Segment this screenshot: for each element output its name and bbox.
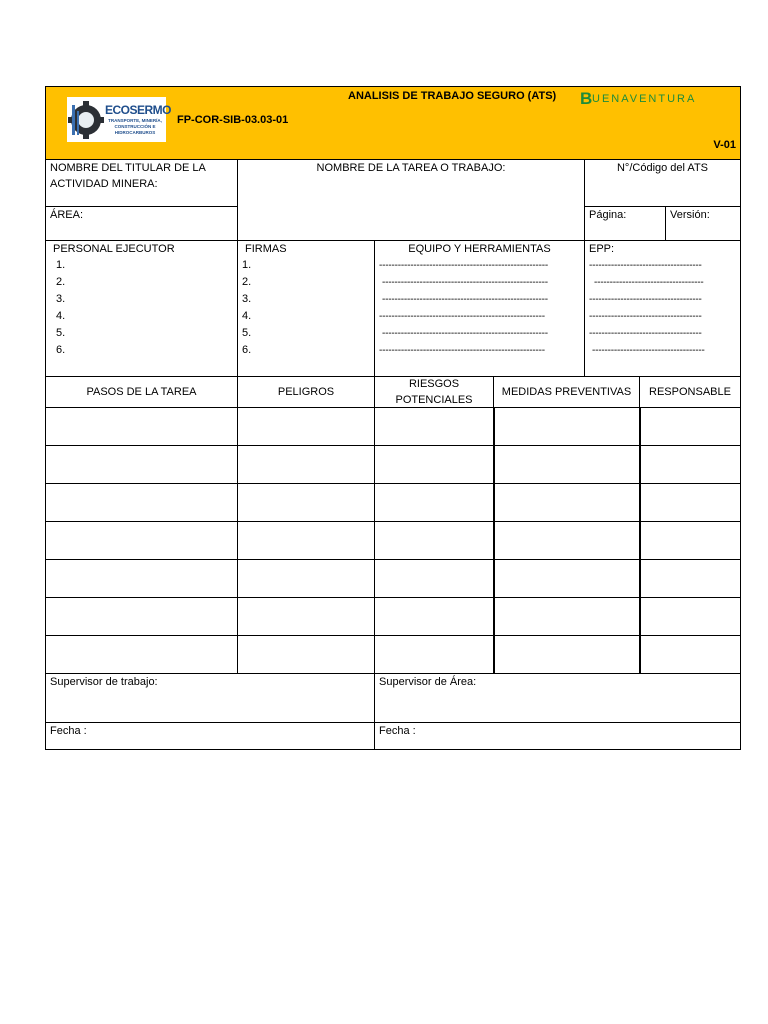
dashed-line: ------------------------------------: [589, 260, 702, 271]
table-cell[interactable]: [493, 635, 640, 674]
dashed-line: -----------------------------------------------------: [379, 345, 545, 356]
list-item: 4.: [242, 310, 252, 322]
th-pasos-label: PASOS DE LA TAREA: [86, 386, 197, 398]
area-label: ÁREA:: [50, 209, 84, 221]
table-cell[interactable]: [45, 597, 238, 636]
table-cell[interactable]: [45, 635, 238, 674]
dashed-line: -----------------------------------------------------: [382, 328, 548, 339]
list-item: 3.: [56, 293, 66, 305]
table-cell[interactable]: [493, 445, 640, 484]
titular-cell[interactable]: [45, 159, 238, 207]
th-medidas: [493, 376, 640, 408]
list-item: 5.: [242, 327, 252, 339]
firmas-label: FIRMAS: [245, 243, 287, 255]
dashed-line: -----------------------------------------------------: [379, 311, 545, 322]
th-riesgos-label: RIESGOS POTENCIALES: [395, 378, 473, 406]
tarea-cell[interactable]: [237, 159, 585, 241]
table-cell[interactable]: [45, 483, 238, 522]
table-cell[interactable]: [237, 559, 375, 598]
th-riesgos: [374, 376, 494, 408]
table-cell[interactable]: [639, 635, 741, 674]
list-item: 1.: [56, 259, 66, 271]
buenaventura-logo: [580, 89, 735, 109]
th-responsable: [639, 376, 741, 408]
fecha-right-label: Fecha :: [379, 725, 416, 737]
list-item: 3.: [242, 293, 252, 305]
list-item: 6.: [56, 344, 66, 356]
form-version: V-01: [713, 139, 736, 151]
list-item: 1.: [242, 259, 252, 271]
th-responsable-label: RESPONSABLE: [649, 386, 731, 398]
th-medidas-label: MEDIDAS PREVENTIVAS: [501, 386, 632, 398]
table-cell[interactable]: [374, 445, 494, 484]
form-header: [45, 86, 741, 160]
fecha-right-cell[interactable]: [374, 722, 741, 750]
supervisor-trabajo-label: Supervisor de trabajo:: [50, 676, 158, 688]
table-cell[interactable]: [237, 483, 375, 522]
epp-lines: [585, 257, 740, 359]
table-cell[interactable]: [374, 635, 494, 674]
personal-ejecutor-label: PERSONAL EJECUTOR: [53, 243, 175, 255]
dashed-line: -----------------------------------------------------: [382, 294, 548, 305]
equipo-lines: [375, 257, 584, 359]
table-cell[interactable]: [45, 559, 238, 598]
dashed-line: ------------------------------------: [589, 294, 702, 305]
version-cell[interactable]: [665, 206, 741, 241]
dashed-line: -----------------------------------------------------: [382, 277, 548, 288]
pagina-label: Página:: [589, 209, 627, 221]
equipo-label: EQUIPO Y HERRAMIENTAS: [408, 243, 551, 255]
dashed-line: ------------------------------------: [589, 311, 702, 322]
table-cell[interactable]: [639, 445, 741, 484]
list-item: 5.: [56, 327, 66, 339]
table-cell[interactable]: [639, 483, 741, 522]
ecosermo-logo-name: ECOSERMO: [105, 103, 172, 117]
table-cell[interactable]: [374, 407, 494, 446]
table-cell[interactable]: [493, 559, 640, 598]
list-item: 4.: [56, 310, 66, 322]
codigo-ats-label: N°/Código del ATS: [616, 162, 709, 174]
table-cell[interactable]: [639, 559, 741, 598]
table-cell[interactable]: [374, 483, 494, 522]
pagina-cell[interactable]: [584, 206, 666, 241]
epp-label: EPP:: [589, 243, 615, 255]
gear-icon: [68, 99, 104, 141]
table-cell[interactable]: [45, 521, 238, 560]
list-item: 2.: [242, 276, 252, 288]
supervisor-area-label: Supervisor de Área:: [379, 676, 477, 688]
table-cell[interactable]: [237, 635, 375, 674]
dashed-line: ------------------------------------------------------: [379, 260, 549, 271]
table-cell[interactable]: [237, 445, 375, 484]
table-cell[interactable]: [237, 407, 375, 446]
buenaventura-logo-text: UENAVENTURA: [592, 93, 697, 105]
buenaventura-logo-initial: B: [580, 89, 593, 108]
dashed-line: ------------------------------------: [592, 345, 705, 356]
ecosermo-logo-tagline: TRANSPORTE, MINERÍA, CONSTRUCCIÓN E HIDROCARBUROS: [108, 118, 162, 135]
th-peligros: [237, 376, 375, 408]
ats-form: [45, 86, 741, 750]
area-cell[interactable]: [45, 206, 238, 241]
epp-cell[interactable]: [584, 240, 741, 377]
dashed-line: -----------------------------------: [594, 277, 704, 288]
personal-ejecutor-cell[interactable]: [45, 240, 238, 377]
dashed-line: ------------------------------------: [589, 328, 702, 339]
table-cell[interactable]: [493, 407, 640, 446]
table-cell[interactable]: [237, 597, 375, 636]
titular-label: NOMBRE DEL TITULAR DE LA ACTIVIDAD MINERA:: [50, 162, 206, 190]
ecosermo-logo: [67, 97, 172, 142]
table-cell[interactable]: [639, 521, 741, 560]
table-cell[interactable]: [237, 521, 375, 560]
table-cell[interactable]: [374, 559, 494, 598]
form-code: FP-COR-SIB-03.03-01: [177, 114, 289, 126]
supervisor-area-cell[interactable]: [374, 673, 741, 723]
personal-ejecutor-list: [46, 257, 237, 359]
table-cell[interactable]: [45, 407, 238, 446]
form-title: ANALISIS DE TRABAJO SEGURO (ATS): [348, 90, 557, 102]
firmas-list: [238, 257, 374, 359]
codigo-ats-cell[interactable]: [584, 159, 741, 207]
table-cell[interactable]: [639, 407, 741, 446]
supervisor-trabajo-cell[interactable]: [45, 673, 375, 723]
fecha-left-cell[interactable]: [45, 722, 375, 750]
tarea-label: NOMBRE DE LA TAREA O TRABAJO:: [316, 162, 506, 174]
list-item: 2.: [56, 276, 66, 288]
table-cell[interactable]: [493, 483, 640, 522]
table-cell[interactable]: [45, 445, 238, 484]
firmas-cell[interactable]: [237, 240, 375, 377]
equipo-cell[interactable]: [374, 240, 585, 377]
table-cell[interactable]: [639, 597, 741, 636]
list-item: 6.: [242, 344, 252, 356]
fecha-left-label: Fecha :: [50, 725, 87, 737]
table-cell[interactable]: [493, 597, 640, 636]
th-pasos: [45, 376, 238, 408]
table-cell[interactable]: [374, 597, 494, 636]
th-peligros-label: PELIGROS: [277, 386, 335, 398]
table-cell[interactable]: [493, 521, 640, 560]
table-cell[interactable]: [374, 521, 494, 560]
version-label: Versión:: [670, 209, 710, 221]
